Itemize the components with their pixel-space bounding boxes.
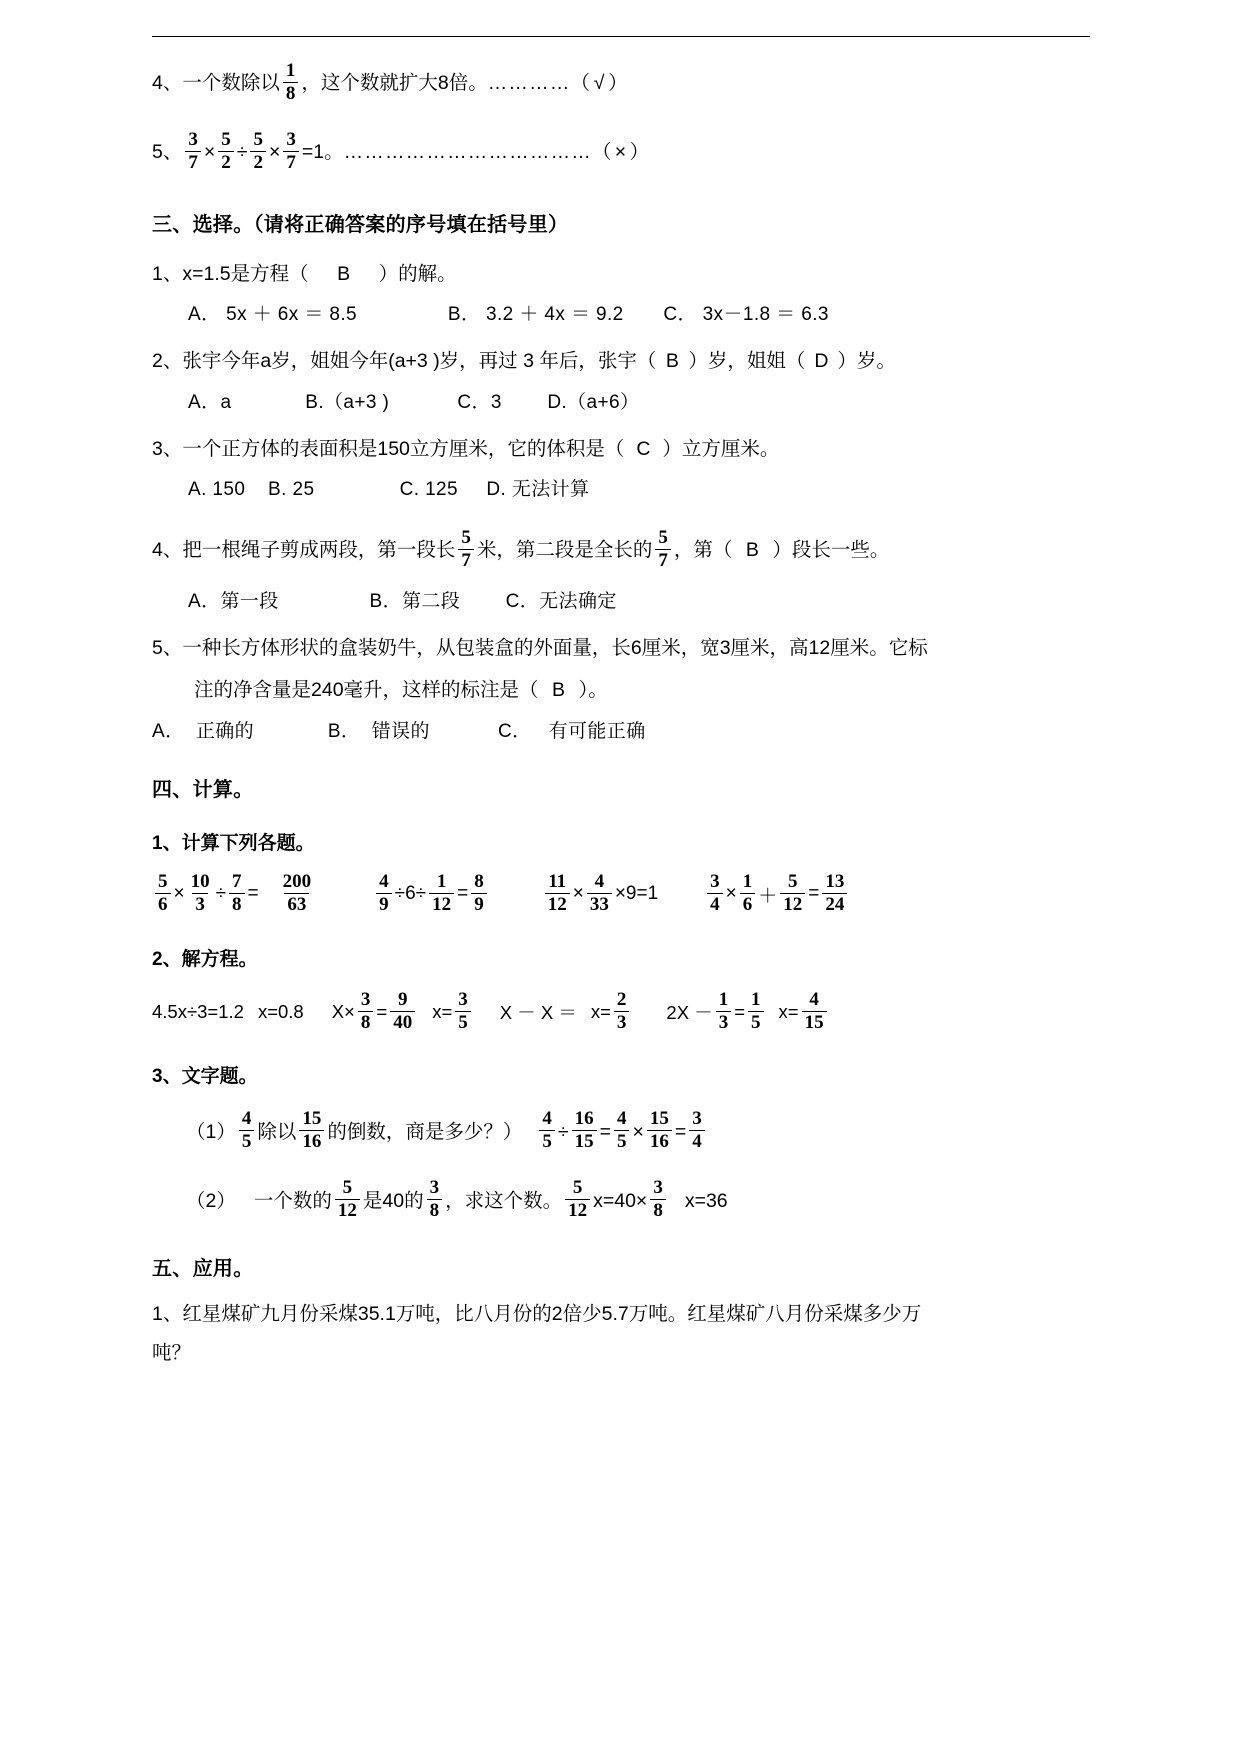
calc2-result: $\frac{8}{9}$ <box>471 872 487 915</box>
tf5-dots: ……………………………… <box>343 141 592 164</box>
q4-fraction-1: $\frac{5}{7}$ <box>458 528 474 571</box>
eq1-answer: x=0.8 <box>257 1001 304 1023</box>
calc4-fraction-1: $\frac{3}{4}$ <box>707 872 723 915</box>
q2-answer-2: D <box>814 350 829 373</box>
choice-question-1 <box>152 263 1102 285</box>
eq4-prefix: 2X － <box>666 1002 713 1024</box>
calc1-fraction-1: $\frac{5}{6}$ <box>155 872 171 915</box>
q1-stem-a: x=1.5是方程（ <box>182 262 309 285</box>
choice-question-5-line-2 <box>152 679 1102 701</box>
tf4-number: 4、 <box>152 72 183 95</box>
tf4-text-after: ，这个数就扩大8倍。 <box>301 72 488 95</box>
calc1-op-2: ÷ <box>215 883 227 905</box>
eq2-answer-prefix: x= <box>432 1001 453 1023</box>
equation-item-2 <box>331 988 474 1034</box>
calc4-fraction-3: $\frac{5}{12}$ <box>780 872 805 915</box>
q2-number: 2、 <box>152 350 183 373</box>
calc2-fraction-1: $\frac{4}{9}$ <box>376 872 392 915</box>
q2-stem-b: ）岁，姐姐（ <box>688 350 806 373</box>
wp1-solution-result: $\frac{3}{4}$ <box>689 1109 705 1152</box>
wp1-solution-fraction-3: $\frac{4}{5}$ <box>614 1109 630 1152</box>
tf5-open-paren: （ <box>591 141 612 164</box>
calc3-tail: ×9=1 <box>614 883 659 905</box>
wp2-label: （2） <box>186 1189 236 1212</box>
q4-stem-c: ，第（ <box>673 539 733 562</box>
calc2-op-1: ÷6÷ <box>394 883 427 905</box>
wp1-text-2: 的倒数，商是多少？） <box>327 1120 523 1143</box>
eq4-equals: = <box>734 1001 746 1023</box>
wp2-text-2: ，求这个数。 <box>445 1189 563 1212</box>
q2-stem-a: 张宇今年a岁，姐姐今年(a+3 )岁，再过 3 年后，张宇（ <box>182 350 657 373</box>
calc1-fraction-2: $\frac{10}{3}$ <box>190 870 210 915</box>
q3-stem-a: 一个正方体的表面积是150立方厘米，它的体积是（ <box>182 437 625 460</box>
tf5-text-after: =1。 <box>301 141 344 164</box>
wp1-text-1: 除以 <box>257 1120 297 1143</box>
tf5-fraction-3: $\frac{5}{2}$ <box>250 130 266 173</box>
page-content <box>152 62 1102 1364</box>
word-problem-1 <box>152 1110 1102 1153</box>
q1-number: 1、 <box>152 262 183 285</box>
calc3-op-1: × <box>572 883 584 905</box>
calc4-result: $\frac{13}{24}$ <box>822 872 847 915</box>
q4-fraction-2: $\frac{5}{7}$ <box>655 528 671 571</box>
eq1-expression: 4.5x÷3=1.2 <box>152 1001 244 1023</box>
calc2-fraction-2: $\frac{1}{12}$ <box>429 872 454 915</box>
calc1-fraction-3: $\frac{7}{8}$ <box>229 872 245 915</box>
calc-item-4 <box>704 870 850 916</box>
calc4-op-2: ＋ <box>758 885 778 907</box>
q1-stem-b: ）的解。 <box>378 262 457 285</box>
eq3-prefix: X － X ＝ <box>499 1002 577 1024</box>
word-problem-2 <box>152 1179 1102 1222</box>
calc1-op-1: × <box>173 883 185 905</box>
calc4-equals: = <box>808 883 820 905</box>
wp1-solution-op-2: × <box>632 1120 644 1143</box>
q4-number: 4、 <box>152 539 183 562</box>
eq4-answer-prefix: x= <box>778 1001 799 1023</box>
calc1-result: $\frac{200}{63}$ <box>282 870 312 915</box>
eq3-answer-fraction: $\frac{2}{3}$ <box>614 990 630 1033</box>
choice-question-4 <box>152 529 1102 572</box>
q3-answer: C <box>636 437 651 460</box>
calculation-row-1 <box>152 870 1102 916</box>
calc2-equals: = <box>457 883 469 905</box>
q4-stem-b: 米，第二段是全长的 <box>476 539 653 562</box>
calc3-fraction-2: $\frac{4}{33}$ <box>587 872 612 915</box>
tf5-fraction-4: $\frac{3}{7}$ <box>283 130 299 173</box>
equation-item-3 <box>499 988 633 1034</box>
wp1-label: （1） <box>186 1120 236 1143</box>
eq3-answer-prefix: x= <box>590 1001 611 1023</box>
section-five-heading: 五、应用。 <box>152 1258 254 1281</box>
choice-question-2 <box>152 350 1102 372</box>
wp2-fraction-2: $\frac{3}{8}$ <box>427 1178 443 1221</box>
calc-item-2 <box>373 870 490 916</box>
app1-number: 1、 <box>152 1303 183 1326</box>
wp2-solution-fraction-1: $\frac{5}{12}$ <box>565 1178 590 1221</box>
q5-stem-line1: 一种长方体形状的盒装奶牛，从包装盒的外面量，长6厘米，宽3厘米，高12厘米。它标 <box>182 636 928 659</box>
q5-stem-line2-a: 注的净含量是240毫升，这样的标注是（ <box>194 679 539 702</box>
q5-answer: B <box>552 679 566 702</box>
q2-answer-1: B <box>665 350 679 373</box>
q2-options: A．a B.（a+3 ) C．3 D.（a+6） <box>188 391 640 413</box>
q5-options: A． 正确的 B． 错误的 C． 有可能正确 <box>152 720 646 742</box>
tf5-close-paren: ） <box>629 141 650 164</box>
q3-options: A. 150 B. 25 C. 125 D. 无法计算 <box>188 479 590 501</box>
app1-line-2: 吨？ <box>152 1341 192 1364</box>
wp2-solution-answer: x=36 <box>684 1189 728 1212</box>
section-three-heading: 三、选择。（请将正确答案的序号填在括号里） <box>152 213 569 236</box>
q4-options: A．第一段 B．第二段 C．无法确定 <box>188 590 617 612</box>
q4-answer: B <box>745 539 759 562</box>
q2-stem-c: ）岁。 <box>837 350 896 373</box>
wp1-solution-equals-1: = <box>599 1120 611 1143</box>
tf5-number: 5、 <box>152 141 183 164</box>
q1-options: A． 5x ＋ 6x ＝ 8.5 B． 3.2 ＋ 4x ＝ 9.2 C． 3x－1.8 ＝ 6.3 <box>188 304 829 326</box>
tf4-close-paren: ） <box>608 72 628 95</box>
equation-item-4 <box>666 988 829 1034</box>
tf5-fraction-2: $\frac{5}{2}$ <box>218 130 234 173</box>
eq2-fraction-1: $\frac{3}{8}$ <box>358 990 374 1033</box>
tf4-open-paren: （ <box>570 72 591 95</box>
tf4-fraction: $\frac{1}{8}$ <box>283 61 299 104</box>
choice-question-3 <box>152 438 1102 460</box>
wp1-solution-fraction-1: $\frac{4}{5}$ <box>539 1109 555 1152</box>
wp1-fraction-1: $\frac{4}{5}$ <box>239 1109 255 1152</box>
wp2-text-0: 一个数的 <box>253 1189 332 1212</box>
wp2-solution-middle: x=40× <box>593 1189 648 1212</box>
q5-number: 5、 <box>152 636 183 659</box>
eq4-fraction-2: $\frac{1}{5}$ <box>748 990 764 1033</box>
tf5-op-2: ÷ <box>236 141 248 164</box>
q3-stem-b: ）立方厘米。 <box>662 437 780 460</box>
wp1-solution-fraction-2: $\frac{16}{15}$ <box>572 1109 597 1152</box>
section-four-heading: 四、计算。 <box>152 778 254 801</box>
tf4-answer: √ <box>593 72 605 95</box>
q3-number: 3、 <box>152 437 183 460</box>
tf5-fraction-1: $\frac{3}{7}$ <box>185 130 201 173</box>
eq2-prefix: X× <box>331 1001 355 1023</box>
app1-line-1: 红星煤矿九月份采煤35.1万吨，比八月份的2倍少5.7万吨。红星煤矿八月份采煤多少万 <box>182 1303 922 1326</box>
equation-item-1 <box>152 1001 304 1023</box>
calc4-fraction-2: $\frac{1}{6}$ <box>740 872 756 915</box>
tf5-answer: × <box>614 141 627 164</box>
application-question-1-line-1 <box>152 1303 1102 1325</box>
header-rule <box>152 36 1090 37</box>
truefalse-item-5 <box>152 128 1102 174</box>
eq2-fraction-2: $\frac{9}{40}$ <box>390 990 415 1033</box>
wp2-fraction-1: $\frac{5}{12}$ <box>335 1178 360 1221</box>
section-four-sub1-heading: 1、计算下列各题。 <box>152 832 315 854</box>
calc-item-1 <box>152 870 317 916</box>
q1-answer: B <box>337 262 351 285</box>
tf5-op-1: × <box>203 141 216 164</box>
section-four-sub3-heading: 3、文字题。 <box>152 1066 258 1088</box>
wp2-solution-fraction-2: $\frac{3}{8}$ <box>650 1178 666 1221</box>
equation-row <box>152 988 1102 1034</box>
choice-question-5-line-1 <box>152 637 1102 659</box>
wp1-solution-op-1: ÷ <box>557 1120 569 1143</box>
q4-stem-a: 把一根绳子剪成两段，第一段长 <box>182 539 456 562</box>
q4-stem-d: ）段长一些。 <box>772 539 890 562</box>
eq2-answer-fraction: $\frac{3}{5}$ <box>455 990 471 1033</box>
eq4-answer-fraction: $\frac{4}{15}$ <box>802 990 827 1033</box>
wp2-text-1: 是40的 <box>362 1189 424 1212</box>
wp1-fraction-2: $\frac{15}{16}$ <box>299 1109 324 1152</box>
q5-stem-line2-b: ）。 <box>578 679 608 702</box>
tf4-dots: ………… <box>487 72 571 95</box>
tf4-text-before: 一个数除以 <box>182 72 280 95</box>
calc4-op-1: × <box>725 883 737 905</box>
truefalse-item-4 <box>152 62 1102 105</box>
tf5-op-3: × <box>268 141 281 164</box>
eq4-fraction-1: $\frac{1}{3}$ <box>716 990 732 1033</box>
wp1-solution-fraction-4: $\frac{15}{16}$ <box>647 1109 672 1152</box>
calc1-equals: = <box>247 883 259 905</box>
application-question-1-line-2 <box>152 1342 1102 1364</box>
calc3-fraction-1: $\frac{11}{12}$ <box>545 872 570 915</box>
section-four-sub2-heading: 2、解方程。 <box>152 948 258 970</box>
wp1-solution-equals-2: = <box>674 1120 687 1143</box>
eq2-equals: = <box>376 1001 388 1023</box>
calc-item-3 <box>542 870 659 916</box>
